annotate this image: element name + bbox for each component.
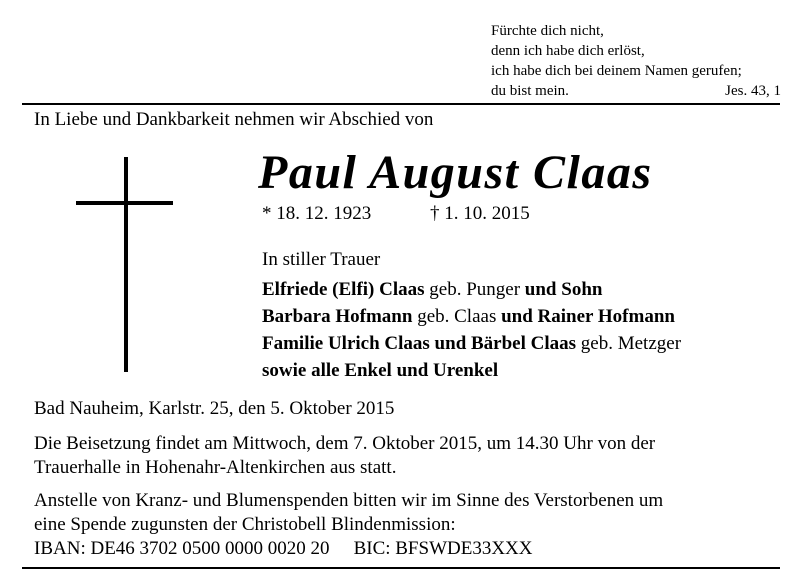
place-date: Bad Nauheim, Karlstr. 25, den 5. Oktober 2015 bbox=[34, 398, 395, 419]
verse-line: du bist mein. bbox=[491, 83, 569, 99]
iban: IBAN: DE46 3702 0500 0000 0020 20 bbox=[34, 538, 330, 559]
mourner-relation: und Sohn bbox=[524, 279, 603, 300]
donation-line: eine Spende zugunsten der Christobell Blindenmission: bbox=[34, 514, 456, 535]
funeral-line: Trauerhalle in Hohenahr-Altenkirchen aus statt. bbox=[34, 457, 397, 478]
frame-bottom-rule bbox=[22, 567, 780, 569]
mourner-relation: und Rainer Hofmann bbox=[501, 306, 675, 327]
bic: BIC: BFSWDE33XXX bbox=[353, 538, 533, 559]
mourner-note: geb. Metzger bbox=[576, 333, 682, 354]
mourner-row bbox=[262, 276, 681, 303]
donation-notice bbox=[34, 489, 774, 561]
mourner-note: geb. Claas bbox=[412, 306, 502, 327]
bible-verse bbox=[491, 21, 781, 101]
mourners-heading: In stiller Trauer bbox=[262, 249, 381, 270]
mourner-row bbox=[262, 303, 681, 330]
mourner-name: Familie Ulrich Claas und Bärbel Claas bbox=[262, 333, 577, 354]
verse-line: denn ich habe dich erlöst, bbox=[491, 43, 645, 59]
donation-line: Anstelle von Kranz- und Blumenspenden bitten wir im Sinne des Verstorbenen um bbox=[34, 490, 664, 511]
mourner-row bbox=[262, 357, 681, 384]
verse-reference: Jes. 43, 1 bbox=[725, 83, 781, 99]
death-date: † 1. 10. 2015 bbox=[430, 203, 530, 224]
bank-details bbox=[34, 537, 774, 561]
mourner-name: Barbara Hofmann bbox=[262, 306, 413, 327]
funeral-line: Die Beisetzung findet am Mittwoch, dem 7. Oktober 2015, um 14.30 Uhr von der bbox=[34, 433, 656, 454]
funeral-notice bbox=[34, 432, 774, 480]
mourner-note: geb. Punger bbox=[424, 279, 525, 300]
mourner-name: Elfriede (Elfi) Claas bbox=[262, 279, 425, 300]
mourner-row bbox=[262, 330, 681, 357]
deceased-name: Paul August Claas bbox=[258, 146, 653, 199]
birth-date: * 18. 12. 1923 bbox=[262, 203, 372, 224]
verse-line: Fürchte dich nicht, bbox=[491, 23, 604, 39]
frame-top-rule bbox=[22, 103, 780, 105]
intro-text: In Liebe und Dankbarkeit nehmen wir Abschied von bbox=[34, 109, 434, 130]
verse-line: ich habe dich bei deinem Namen gerufen; bbox=[491, 63, 742, 79]
mourner-name: sowie alle Enkel und Urenkel bbox=[262, 360, 499, 381]
mourners-block bbox=[262, 246, 681, 384]
